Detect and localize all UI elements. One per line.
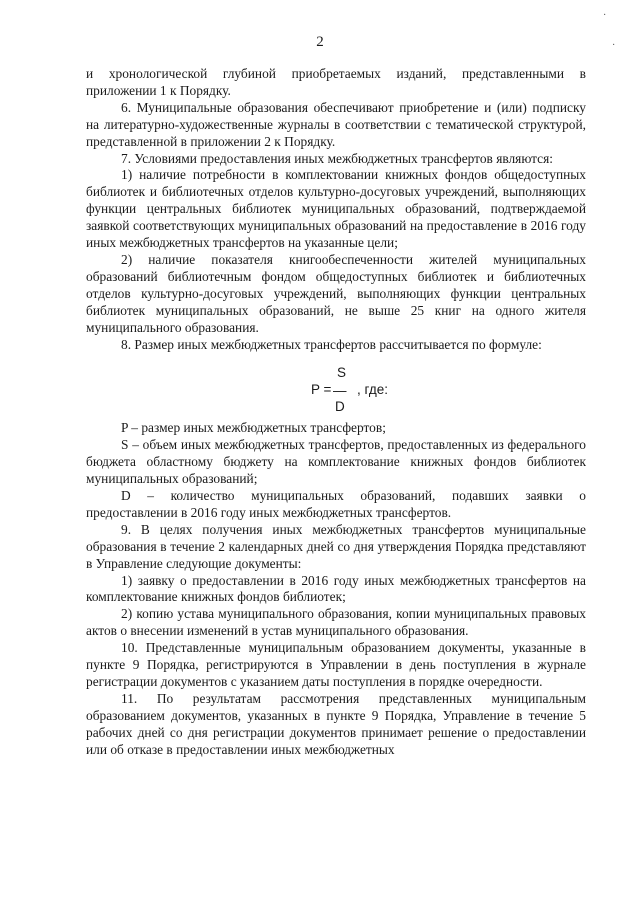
formula-fraction-bar: — bbox=[333, 383, 347, 399]
scan-speck: · bbox=[603, 10, 607, 21]
paragraph-continuation: и хронологической глубиной приобретаемых изданий, представленными в приложении 1 к Порядку. bbox=[86, 66, 586, 98]
paragraph-7: 7. Условиями предоставления иных межбюджетных трансфертов являются: bbox=[121, 150, 554, 166]
document-body bbox=[86, 66, 586, 759]
paragraph-8: 8. Размер иных межбюджетных трансфертов рассчитывается по формуле: bbox=[121, 336, 542, 352]
definition-p: P – размер иных межбюджетных трансфертов; bbox=[121, 420, 386, 436]
definition-s: S – объем иных межбюджетных трансфертов, предоставленных из федерального бюджета областному бюджету на комплектование книжных фондов библиотек муниципальных образований; bbox=[86, 437, 586, 487]
formula-suffix: , где: bbox=[357, 382, 388, 398]
scan-speck: · bbox=[612, 40, 616, 51]
formula-denominator: D bbox=[335, 399, 345, 415]
formula-numerator: S bbox=[337, 365, 347, 381]
paragraph-10: 10. Представленные муниципальным образованием документы, указанные в пункте 9 Порядка, регистрируются в Управлении в день поступления в журнале регистрации документов с указанием даты поступления в порядке очередности. bbox=[86, 640, 586, 689]
formula-lhs: P = bbox=[311, 382, 332, 398]
paragraph-11: 11. По результатам рассмотрения представленных муниципальным образованием документов, указанных в пункте 9 Порядка, Управление в течение 5 рабочих дней со дня регистрации документов принимает решение о предоставлении или об отказе в предоставлении иных межбюджетных bbox=[86, 690, 586, 757]
formula bbox=[86, 354, 586, 418]
paragraph-7-item-1: 1) наличие потребности в комплектовании книжных фондов общедоступных библиотек и библиотечных отделов культурно-досуговых учреждений, выполняющих функции центральных библиотек муниципальных образований, подтверждаемой заявкой соответствующих муниципальных образований на предоставление в 2016 году иных межбюджетных трансфертов на указанные цели; bbox=[86, 167, 586, 251]
paragraph-9: 9. В целях получения иных межбюджетных трансфертов муниципальные образования в течение 2 календарных дней со дня утверждения Порядка представляют в Управление следующие документы: bbox=[86, 521, 586, 571]
paragraph-9-item-1: 1) заявку о предоставлении в 2016 году иных межбюджетных трансфертов на комплектование книжных фондов библиотек; bbox=[86, 572, 586, 605]
definition-d: D – количество муниципальных образований, подавших заявки о предоставлении в 2016 году иных межбюджетных трансфертов. bbox=[86, 488, 586, 520]
paragraph-7-item-2: 2) наличие показателя книгообеспеченности жителей муниципальных образований библиотечным фондом общедоступных библиотек и библиотечных отделов культурно-досуговых учреждений, выполняющих функции центральных библиотек муниципальных образований, не выше 25 книг на одного жителя муниципального образования. bbox=[86, 251, 586, 335]
paragraph-9-item-2: 2) копию устава муниципального образования, копии муниципальных правовых актов о внесении изменений в устав муниципального образования. bbox=[86, 606, 586, 639]
paragraph-6: 6. Муниципальные образования обеспечивают приобретение и (или) подписку на литературно-художественные журналы в соответствии с тематической структурой, представленной в приложении 2 к Порядку. bbox=[86, 99, 586, 149]
page-number: 2 bbox=[316, 34, 324, 50]
